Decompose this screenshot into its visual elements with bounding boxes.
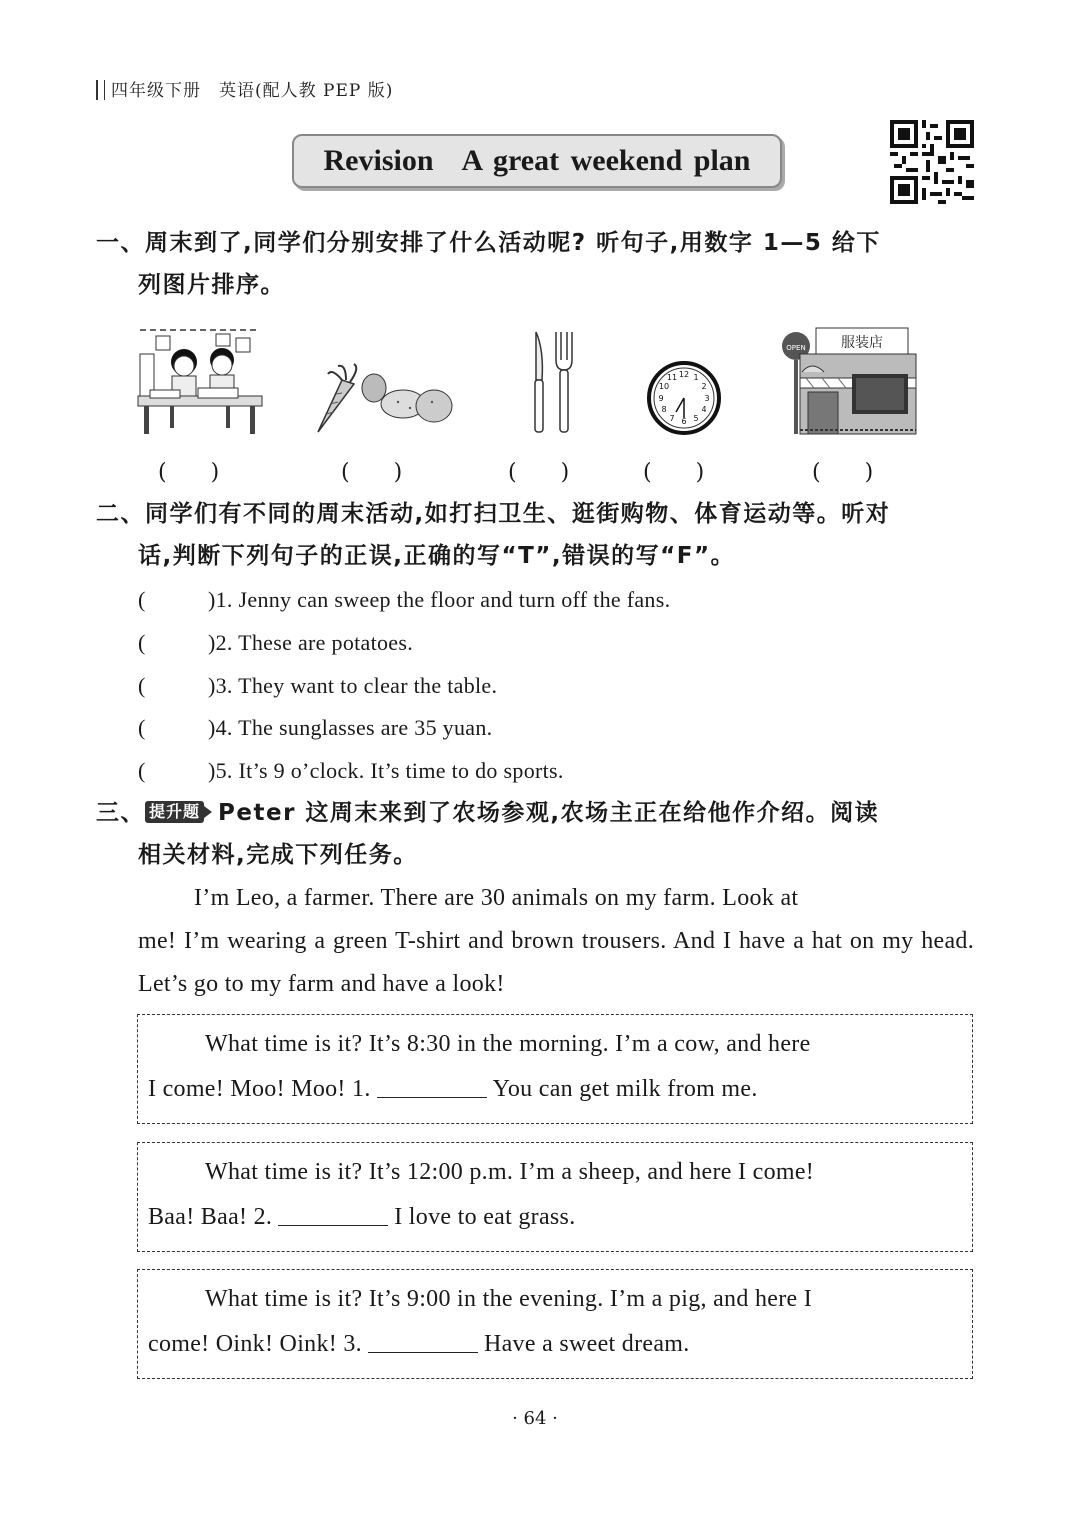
cow-line-1: What time is it? It’s 8:30 in the morning. I’m a cow, and here — [205, 1031, 811, 1057]
passage-rest: me! I’m wearing a green T-shirt and brown trousers. And I have a hat on my head. Let’s go to my farm and have a look! — [138, 928, 974, 997]
tf-text-2: )2. These are potatoes. — [208, 630, 414, 655]
pig-line-1: What time is it? It’s 9:00 in the evening. I’m a pig, and here I — [205, 1286, 813, 1312]
clothes-shop-icon — [778, 326, 918, 436]
title-revision: Revision — [323, 144, 434, 177]
svg-text:7: 7 — [669, 414, 675, 423]
tf-item-1 — [138, 585, 670, 615]
sheep-line-2b: I love to eat grass. — [394, 1204, 576, 1230]
header-bars — [96, 80, 105, 100]
answer-paren-4[interactable]: ( ) — [643, 460, 705, 485]
svg-text:12: 12 — [678, 370, 690, 379]
section-3-instructions — [96, 792, 976, 876]
section-2-line-1: 二、同学们有不同的周末活动,如打扫卫生、逛街购物、体育运动等。听对 — [96, 501, 891, 527]
answer-paren-1[interactable]: ( ) — [158, 460, 220, 485]
answer-paren-2[interactable]: ( ) — [341, 460, 403, 485]
page-title — [292, 134, 782, 188]
cow-line-2b: You can get milk from me. — [492, 1076, 758, 1102]
tf-paren-2[interactable]: ( — [138, 630, 146, 655]
knife-fork-icon — [526, 330, 576, 436]
section-1-instructions — [96, 222, 976, 306]
tf-text-3: )3. They want to clear the table. — [208, 673, 498, 698]
tf-paren-1[interactable]: ( — [138, 587, 146, 612]
section-1-pictures — [136, 322, 926, 442]
tf-item-4 — [138, 713, 492, 743]
svg-text:11: 11 — [666, 373, 678, 382]
cow-box — [137, 1014, 973, 1124]
answer-blank-2[interactable] — [278, 1205, 388, 1226]
section-3-line-2: 相关材料,完成下列任务。 — [138, 842, 418, 868]
advanced-badge: 提升题 — [145, 801, 204, 823]
svg-text:2: 2 — [701, 382, 707, 391]
svg-text:4: 4 — [701, 405, 707, 414]
pig-box — [137, 1269, 973, 1379]
sheep-box — [137, 1142, 973, 1252]
tf-paren-4[interactable]: ( — [138, 715, 146, 740]
tf-text-4: )4. The sunglasses are 35 yuan. — [208, 715, 493, 740]
section-2-line-2: 话,判断下列句子的正误,正确的写“T”,错误的写“F”。 — [138, 543, 736, 569]
answer-blank-3[interactable] — [368, 1332, 478, 1353]
tf-item-2 — [138, 628, 413, 658]
tf-item-5 — [138, 756, 564, 786]
page-number: · 64 · — [512, 1408, 558, 1429]
qr-code-icon — [890, 120, 974, 204]
tf-item-3 — [138, 671, 497, 701]
svg-text:5: 5 — [693, 414, 699, 423]
title-subtitle: A great weekend plan — [461, 144, 751, 177]
section-1-line-1: 一、周末到了,同学们分别安排了什么活动呢? 听句子,用数字 1—5 给下 — [96, 230, 881, 256]
header-text: 四年级下册 英语(配人教 PEP 版) — [111, 81, 394, 101]
carrot-potato-icon — [308, 362, 458, 436]
sheep-line-2a: Baa! Baa! 2. — [148, 1204, 273, 1230]
section-3-prefix: 三、 — [96, 800, 145, 826]
svg-text:10: 10 — [658, 382, 670, 391]
svg-text:9: 9 — [658, 394, 664, 403]
svg-text:6: 6 — [681, 417, 687, 426]
sheep-line-1: What time is it? It’s 12:00 p.m. I’m a sheep, and here I come! — [205, 1159, 815, 1185]
pig-line-2a: come! Oink! Oink! 3. — [148, 1331, 362, 1357]
tf-paren-3[interactable]: ( — [138, 673, 146, 698]
svg-text:3: 3 — [704, 394, 710, 403]
shop-sign: 服装店 — [841, 335, 883, 351]
answer-blank-1[interactable] — [377, 1077, 487, 1098]
pig-line-2b: Have a sweet dream. — [483, 1331, 690, 1357]
tf-text-5: )5. It’s 9 o’clock. It’s time to do sports. — [208, 758, 564, 783]
clock-icon — [646, 360, 722, 436]
tf-text-1: )1. Jenny can sweep the floor and turn off the fans. — [208, 587, 671, 612]
shop-open-sign: OPEN — [786, 344, 806, 352]
tf-paren-5[interactable]: ( — [138, 758, 146, 783]
svg-text:8: 8 — [661, 405, 667, 414]
answer-paren-3[interactable]: ( ) — [508, 460, 570, 485]
svg-text:1: 1 — [693, 373, 699, 382]
section-3-line-1: Peter 这周末来到了农场参观,农场主正在给他作介绍。阅读 — [218, 800, 880, 826]
passage-first-line: I’m Leo, a farmer. There are 30 animals on my farm. Look at — [194, 885, 799, 911]
running-header — [96, 76, 393, 101]
section-1-line-2: 列图片排序。 — [138, 272, 285, 298]
section-2-instructions — [96, 493, 976, 577]
reading-passage — [138, 877, 974, 1006]
kids-drawing-icon — [136, 324, 264, 440]
answer-paren-5[interactable]: ( ) — [812, 460, 874, 485]
cow-line-2a: I come! Moo! Moo! 1. — [148, 1076, 371, 1102]
